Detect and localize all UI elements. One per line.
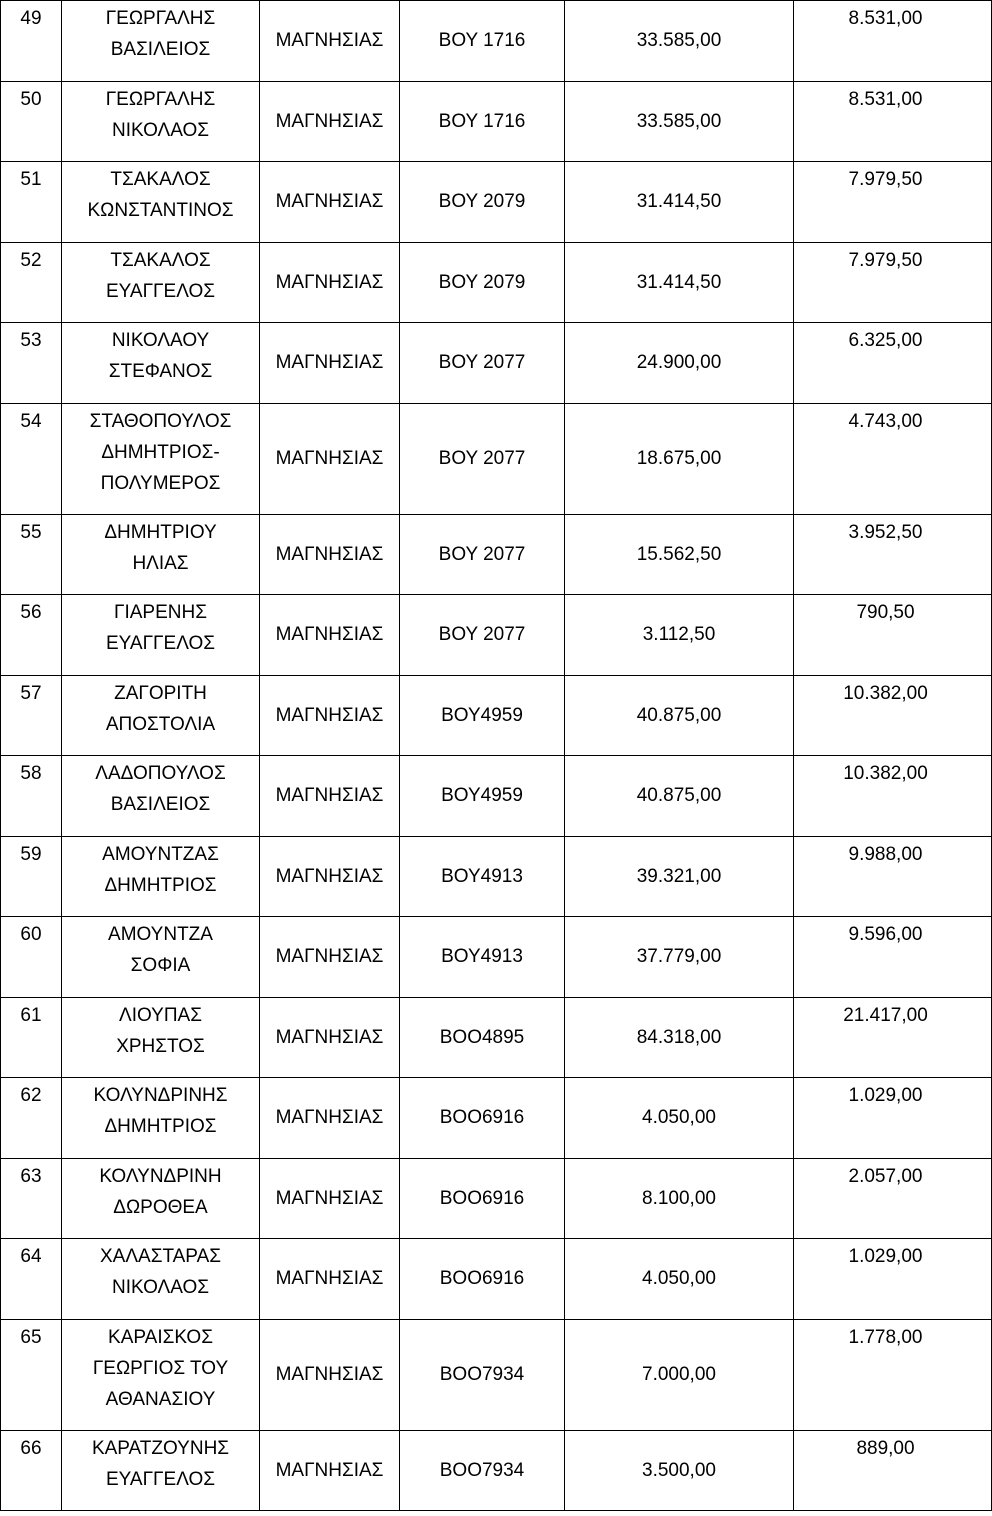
row-number: 57: [1, 675, 62, 756]
area-value: 3.112,50: [565, 595, 794, 676]
beneficiary-name: [62, 997, 260, 1078]
table-row: [1, 1158, 992, 1239]
table-body: [1, 1, 992, 1511]
row-number: 65: [1, 1319, 62, 1430]
payment-value: 2.057,00: [794, 1158, 992, 1239]
area-value: 37.779,00: [565, 917, 794, 998]
payment-value: 8.531,00: [794, 1, 992, 82]
beneficiary-name: [62, 917, 260, 998]
table-row: [1, 1239, 992, 1320]
name-line: ΚΟΛΥΝΔΡΙΝΗΣ: [93, 1085, 228, 1106]
payment-value: 6.325,00: [794, 323, 992, 404]
name-line: ΓΕΩΡΓΙΟΣ ΤΟΥ: [92, 1357, 229, 1379]
beneficiary-name: [62, 836, 260, 917]
prefecture: ΜΑΓΝΗΣΙΑΣ: [260, 917, 400, 998]
name-line: ΑΜΟΥΝΤΖΑΣ: [102, 843, 219, 865]
row-number: 50: [1, 81, 62, 162]
area-value: 7.000,00: [565, 1319, 794, 1430]
beneficiary-name: [62, 162, 260, 243]
name-line: ΝΙΚΟΛΑΟΥ: [111, 330, 210, 351]
area-value: 33.585,00: [565, 1, 794, 82]
table-row: [1, 836, 992, 917]
prefecture: ΜΑΓΝΗΣΙΑΣ: [260, 81, 400, 162]
area-value: 31.414,50: [565, 162, 794, 243]
row-number: 54: [1, 403, 62, 514]
code: ΒΟΟ7934: [400, 1430, 565, 1511]
name-line: ΧΑΛΑΣΤΑΡΑΣ: [99, 1246, 221, 1267]
prefecture: ΜΑΓΝΗΣΙΑΣ: [260, 1319, 400, 1430]
table-row: [1, 81, 992, 162]
row-number: 53: [1, 323, 62, 404]
table-row: [1, 1078, 992, 1159]
beneficiary-name: [62, 514, 260, 595]
code: ΒΟΥ4959: [400, 756, 565, 837]
code: ΒΟΥ 2079: [400, 242, 565, 323]
name-line: ΒΑΣΙΛΕΙΟΣ: [110, 39, 211, 60]
payment-value: 7.979,50: [794, 242, 992, 323]
prefecture: ΜΑΓΝΗΣΙΑΣ: [260, 997, 400, 1078]
row-number: 52: [1, 242, 62, 323]
row-number: 56: [1, 595, 62, 676]
name-line: ΤΣΑΚΑΛΟΣ: [110, 249, 211, 271]
beneficiary-name: [62, 1, 260, 82]
payment-value: 1.029,00: [794, 1078, 992, 1159]
name-line: ΔΗΜΗΤΡΙΟΣ: [104, 1116, 217, 1137]
row-number: 62: [1, 1078, 62, 1159]
code: ΒΟΥ 1716: [400, 81, 565, 162]
payment-value: 10.382,00: [794, 756, 992, 837]
table-row: [1, 997, 992, 1078]
beneficiary-name: [62, 675, 260, 756]
row-number: 64: [1, 1239, 62, 1320]
area-value: 24.900,00: [565, 323, 794, 404]
code: ΒΟΥ 2077: [400, 595, 565, 676]
code: ΒΟΥ 2079: [400, 162, 565, 243]
beneficiary-name: [62, 595, 260, 676]
code: ΒΟΥ 2077: [400, 323, 565, 404]
prefecture: ΜΑΓΝΗΣΙΑΣ: [260, 403, 400, 514]
area-value: 8.100,00: [565, 1158, 794, 1239]
payment-value: 790,50: [794, 595, 992, 676]
beneficiary-name: [62, 242, 260, 323]
prefecture: ΜΑΓΝΗΣΙΑΣ: [260, 675, 400, 756]
row-number: 49: [1, 1, 62, 82]
table-row: [1, 1, 992, 82]
name-line: ΕΥΑΓΓΕΛΟΣ: [105, 280, 216, 302]
name-line: ΑΠΟΣΤΟΛΙΑ: [105, 713, 216, 735]
area-value: 31.414,50: [565, 242, 794, 323]
table-row: [1, 242, 992, 323]
row-number: 60: [1, 917, 62, 998]
area-value: 3.500,00: [565, 1430, 794, 1511]
table-row: [1, 675, 992, 756]
code: ΒΟΟ4895: [400, 997, 565, 1078]
payment-value: 889,00: [794, 1430, 992, 1511]
name-line: ΤΣΑΚΑΛΟΣ: [110, 169, 211, 190]
name-line: ΚΑΡΑΙΣΚΟΣ: [108, 1326, 213, 1348]
beneficiary-name: [62, 756, 260, 837]
name-line: ΣΤΕΦΑΝΟΣ: [108, 361, 213, 382]
prefecture: ΜΑΓΝΗΣΙΑΣ: [260, 1, 400, 82]
code: ΒΟΥ4913: [400, 836, 565, 917]
name-line: ΧΡΗΣΤΟΣ: [116, 1035, 205, 1057]
name-line: ΓΕΩΡΓΑΛΗΣ: [105, 88, 216, 110]
beneficiary-name: [62, 1319, 260, 1430]
code: ΒΟΟ6916: [400, 1239, 565, 1320]
row-number: 63: [1, 1158, 62, 1239]
name-line: ΕΥΑΓΓΕΛΟΣ: [105, 1468, 216, 1490]
prefecture: ΜΑΓΝΗΣΙΑΣ: [260, 242, 400, 323]
area-value: 33.585,00: [565, 81, 794, 162]
code: ΒΟΥ4913: [400, 917, 565, 998]
name-line: ΣΤΑΘΟΠΟΥΛΟΣ: [89, 410, 232, 432]
area-value: 15.562,50: [565, 514, 794, 595]
prefecture: ΜΑΓΝΗΣΙΑΣ: [260, 756, 400, 837]
code: ΒΟΥ4959: [400, 675, 565, 756]
prefecture: ΜΑΓΝΗΣΙΑΣ: [260, 836, 400, 917]
table-row: [1, 595, 992, 676]
payment-value: 21.417,00: [794, 997, 992, 1078]
name-line: ΝΙΚΟΛΑΟΣ: [111, 119, 209, 141]
payment-value: 4.743,00: [794, 403, 992, 514]
table-row: [1, 917, 992, 998]
table-row: [1, 756, 992, 837]
code: ΒΟΥ 2077: [400, 403, 565, 514]
code: ΒΟΟ6916: [400, 1158, 565, 1239]
row-number: 59: [1, 836, 62, 917]
name-line: ΚΩΝΣΤΑΝΤΙΝΟΣ: [87, 200, 234, 221]
name-line: ΔΗΜΗΤΡΙΟΥ: [104, 521, 217, 543]
name-line: ΠΟΛΥΜΕΡΟΣ: [100, 472, 221, 494]
code: ΒΟΥ 2077: [400, 514, 565, 595]
prefecture: ΜΑΓΝΗΣΙΑΣ: [260, 1430, 400, 1511]
payment-value: 8.531,00: [794, 81, 992, 162]
table-row: [1, 1319, 992, 1430]
beneficiary-name: [62, 1430, 260, 1511]
prefecture: ΜΑΓΝΗΣΙΑΣ: [260, 1158, 400, 1239]
name-line: ΔΩΡΟΘΕΑ: [113, 1196, 208, 1218]
name-line: ΛΑΔΟΠΟΥΛΟΣ: [95, 763, 226, 784]
row-number: 61: [1, 997, 62, 1078]
code: ΒΟΟ6916: [400, 1078, 565, 1159]
name-line: ΓΕΩΡΓΑΛΗΣ: [105, 8, 216, 29]
payment-value: 10.382,00: [794, 675, 992, 756]
code: ΒΟΟ7934: [400, 1319, 565, 1430]
name-line: ΚΑΡΑΤΖΟΥΝΗΣ: [91, 1437, 230, 1459]
beneficiary-name: [62, 1158, 260, 1239]
name-line: ΓΙΑΡΕΝΗΣ: [114, 602, 207, 623]
name-line: ΚΟΛΥΝΔΡΙΝΗ: [99, 1165, 222, 1187]
table-row: [1, 514, 992, 595]
payment-value: 1.778,00: [794, 1319, 992, 1430]
table-row: [1, 162, 992, 243]
beneficiary-name: [62, 1239, 260, 1320]
beneficiary-name: [62, 403, 260, 514]
name-line: ΝΙΚΟΛΑΟΣ: [111, 1277, 209, 1298]
payment-value: 9.596,00: [794, 917, 992, 998]
area-value: 18.675,00: [565, 403, 794, 514]
prefecture: ΜΑΓΝΗΣΙΑΣ: [260, 1239, 400, 1320]
area-value: 40.875,00: [565, 756, 794, 837]
name-line: ΛΙΟΥΠΑΣ: [119, 1004, 202, 1026]
table-row: [1, 323, 992, 404]
name-line: ΣΟΦΙΑ: [130, 955, 191, 976]
area-value: 4.050,00: [565, 1078, 794, 1159]
area-value: 84.318,00: [565, 997, 794, 1078]
payment-value: 1.029,00: [794, 1239, 992, 1320]
name-line: ΖΑΓΟΡΙΤΗ: [114, 682, 207, 704]
area-value: 40.875,00: [565, 675, 794, 756]
name-line: ΔΗΜΗΤΡΙΟΣ: [104, 874, 217, 896]
name-line: ΕΥΑΓΓΕΛΟΣ: [105, 633, 216, 654]
prefecture: ΜΑΓΝΗΣΙΑΣ: [260, 323, 400, 404]
payment-value: 3.952,50: [794, 514, 992, 595]
prefecture: ΜΑΓΝΗΣΙΑΣ: [260, 595, 400, 676]
name-line: ΒΑΣΙΛΕΙΟΣ: [110, 794, 211, 815]
name-line: ΑΜΟΥΝΤΖΑ: [108, 924, 213, 945]
code: ΒΟΥ 1716: [400, 1, 565, 82]
area-value: 4.050,00: [565, 1239, 794, 1320]
prefecture: ΜΑΓΝΗΣΙΑΣ: [260, 514, 400, 595]
table-row: [1, 403, 992, 514]
table-row: [1, 1430, 992, 1511]
payment-value: 9.988,00: [794, 836, 992, 917]
beneficiary-name: [62, 1078, 260, 1159]
beneficiary-name: [62, 323, 260, 404]
area-value: 39.321,00: [565, 836, 794, 917]
row-number: 58: [1, 756, 62, 837]
prefecture: ΜΑΓΝΗΣΙΑΣ: [260, 1078, 400, 1159]
row-number: 55: [1, 514, 62, 595]
name-line: ΑΘΑΝΑΣΙΟΥ: [105, 1388, 216, 1410]
prefecture: ΜΑΓΝΗΣΙΑΣ: [260, 162, 400, 243]
name-line: ΔΗΜΗΤΡΙΟΣ-: [101, 441, 220, 463]
name-line: ΗΛΙΑΣ: [132, 552, 189, 574]
row-number: 51: [1, 162, 62, 243]
beneficiary-name: [62, 81, 260, 162]
payment-value: 7.979,50: [794, 162, 992, 243]
row-number: 66: [1, 1430, 62, 1511]
